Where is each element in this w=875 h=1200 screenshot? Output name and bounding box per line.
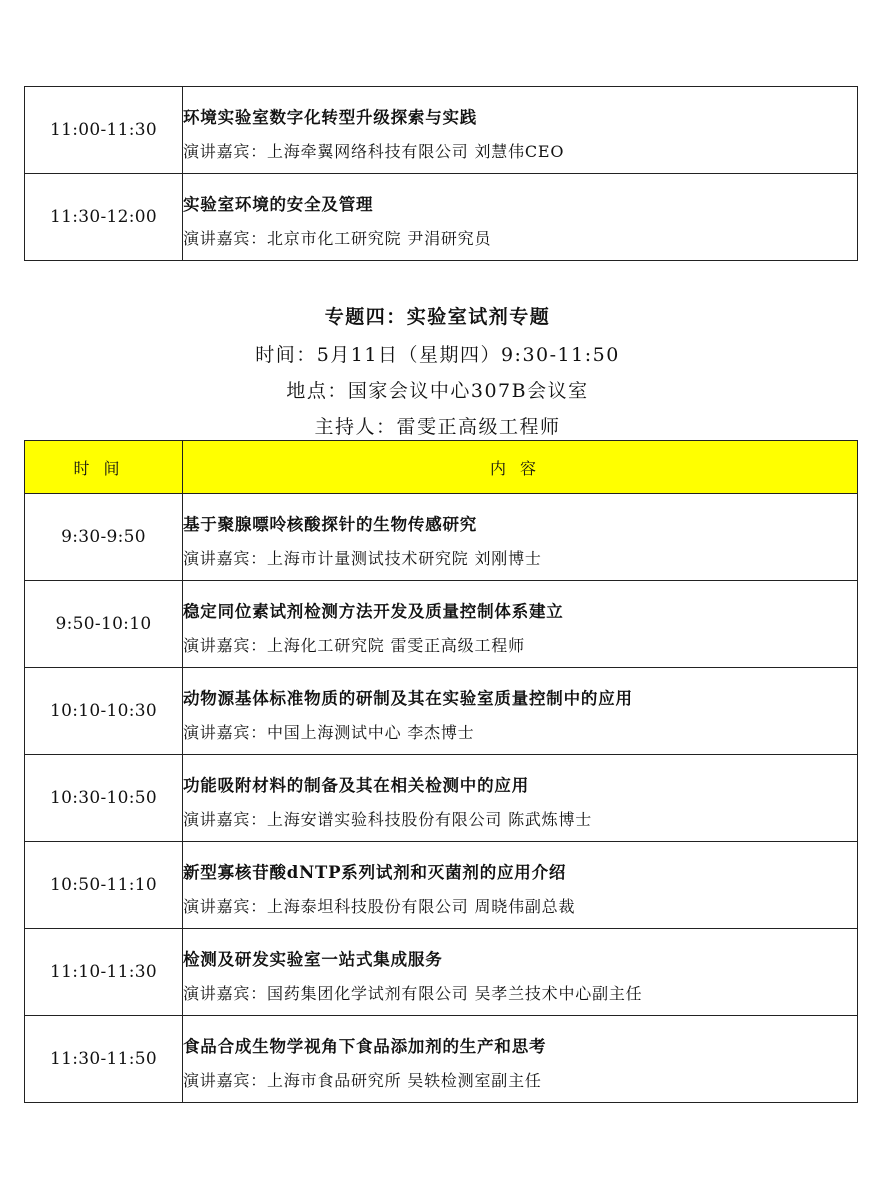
talk-title: 功能吸附材料的制备及其在相关检测中的应用 — [183, 776, 529, 795]
talk-speaker: 演讲嘉宾：上海泰坦科技股份有限公司 周晓伟副总裁 — [183, 897, 576, 916]
table-row — [25, 755, 858, 842]
table-row — [25, 581, 858, 668]
talk-title: 检测及研发实验室一站式集成服务 — [183, 950, 443, 969]
talk-title: 食品合成生物学视角下食品添加剂的生产和思考 — [183, 1037, 547, 1056]
session-host: 主持人：雷雯正高级工程师 — [314, 416, 561, 438]
talk-cell — [183, 842, 858, 929]
session-venue: 地点：国家会议中心307B会议室 — [286, 380, 589, 402]
time-slot: 11:00-11:30 — [25, 87, 183, 174]
talk-title: 动物源基体标准物质的研制及其在实验室质量控制中的应用 — [183, 689, 633, 708]
table-row — [25, 842, 858, 929]
time-slot: 9:50-10:10 — [25, 581, 183, 668]
talk-title: 实验室环境的安全及管理 — [183, 195, 374, 214]
talk-speaker: 演讲嘉宾：北京市化工研究院 尹涓研究员 — [183, 229, 492, 248]
time-slot: 11:30-11:50 — [25, 1016, 183, 1103]
schedule-table — [24, 440, 858, 1103]
time-slot: 10:30-10:50 — [25, 755, 183, 842]
talk-speaker: 演讲嘉宾：上海化工研究院 雷雯正高级工程师 — [183, 636, 525, 655]
table-row — [25, 87, 858, 174]
table-row — [25, 929, 858, 1016]
time-slot: 9:30-9:50 — [25, 494, 183, 581]
talk-cell — [183, 581, 858, 668]
talk-speaker: 演讲嘉宾：上海牵翼网络科技有限公司 刘慧伟CEO — [183, 142, 565, 161]
talk-cell — [183, 494, 858, 581]
header-time: 时间 — [25, 441, 183, 494]
schedule-table-continued — [24, 86, 858, 261]
session-time: 时间：5月11日（星期四）9:30-11:50 — [255, 344, 620, 366]
talk-title: 基于聚腺嘌呤核酸探针的生物传感研究 — [183, 515, 478, 534]
talk-cell — [183, 755, 858, 842]
talk-title: 新型寡核苷酸dNTP系列试剂和灭菌剂的应用介绍 — [183, 863, 567, 882]
talk-title: 稳定同位素试剂检测方法开发及质量控制体系建立 — [183, 602, 564, 621]
talk-speaker: 演讲嘉宾：国药集团化学试剂有限公司 吴孝兰技术中心副主任 — [183, 984, 643, 1003]
talk-cell — [183, 174, 858, 261]
talk-cell — [183, 1016, 858, 1103]
table-row — [25, 494, 858, 581]
time-slot: 11:10-11:30 — [25, 929, 183, 1016]
table-row — [25, 174, 858, 261]
time-slot: 11:30-12:00 — [25, 174, 183, 261]
header-content: 内容 — [183, 441, 858, 494]
time-slot: 10:50-11:10 — [25, 842, 183, 929]
talk-cell — [183, 929, 858, 1016]
talk-title: 环境实验室数字化转型升级探索与实践 — [183, 108, 478, 127]
time-slot: 10:10-10:30 — [25, 668, 183, 755]
talk-speaker: 演讲嘉宾：上海市计量测试技术研究院 刘刚博士 — [183, 549, 542, 568]
table-row — [25, 668, 858, 755]
talk-speaker: 演讲嘉宾：上海安谱实验科技股份有限公司 陈武炼博士 — [183, 810, 593, 829]
table-row — [25, 1016, 858, 1103]
session-title: 专题四：实验室试剂专题 — [324, 306, 551, 328]
talk-speaker: 演讲嘉宾：上海市食品研究所 吴轶检测室副主任 — [183, 1071, 542, 1090]
talk-cell — [183, 87, 858, 174]
talk-cell — [183, 668, 858, 755]
table-header-row — [25, 441, 858, 494]
talk-speaker: 演讲嘉宾：中国上海测试中心 李杰博士 — [183, 723, 475, 742]
